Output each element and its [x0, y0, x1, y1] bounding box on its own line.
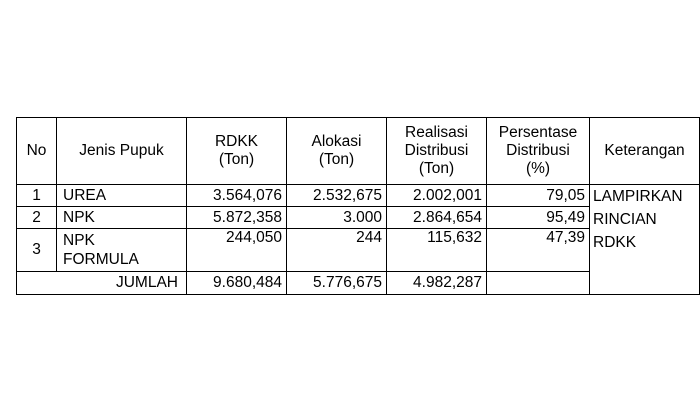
header-rdkk-line: (Ton): [218, 151, 255, 168]
total-rdkk: 9.680,484: [187, 272, 287, 295]
cell-alokasi: 2.532,675: [287, 185, 387, 207]
header-persentase-line: Distribusi: [506, 142, 570, 159]
cell-no: 1: [17, 185, 57, 207]
cell-jenis-pupuk: NPK: [57, 207, 187, 229]
header-rdkk-line: RDKK: [214, 133, 259, 150]
cell-rdkk: 3.564,076: [187, 185, 287, 207]
cell-no: 2: [17, 207, 57, 229]
cell-realisasi: 115,632: [387, 229, 487, 272]
cell-no: 3: [17, 229, 57, 272]
cell-keterangan: [590, 185, 700, 295]
header-row: [17, 118, 700, 185]
total-persentase-empty: [487, 272, 590, 295]
header-persentase-line: Persentase: [498, 124, 578, 141]
table-row: [17, 185, 700, 207]
cell-persentase: 79,05: [487, 185, 590, 207]
header-persentase-line: (%): [525, 160, 551, 177]
keterangan-line: RINCIAN: [593, 211, 657, 228]
keterangan-line: LAMPIRKAN: [593, 188, 683, 205]
cell-rdkk: 5.872,358: [187, 207, 287, 229]
header-persentase: [487, 118, 590, 185]
header-realisasi-line: Realisasi: [405, 124, 468, 141]
cell-jenis-pupuk: [57, 229, 187, 272]
fertilizer-distribution-table: [16, 117, 700, 295]
cell-alokasi: 3.000: [287, 207, 387, 229]
jenis-line: NPK: [63, 232, 95, 249]
total-alokasi: 5.776,675: [287, 272, 387, 295]
cell-persentase: 47,39: [487, 229, 590, 272]
header-keterangan: Keterangan: [590, 118, 700, 185]
total-realisasi: 4.982,287: [387, 272, 487, 295]
cell-jenis-pupuk: UREA: [57, 185, 187, 207]
jenis-line: FORMULA: [63, 251, 139, 268]
header-rdkk: [187, 118, 287, 185]
header-no: No: [17, 118, 57, 185]
header-realisasi-line: Distribusi: [404, 142, 469, 159]
header-realisasi: [387, 118, 487, 185]
total-label: JUMLAH: [17, 272, 187, 295]
cell-realisasi: 2.002,001: [387, 185, 487, 207]
header-alokasi-line: (Ton): [318, 151, 355, 168]
cell-realisasi: 2.864,654: [387, 207, 487, 229]
cell-alokasi: 244: [287, 229, 387, 272]
header-jenis-pupuk: Jenis Pupuk: [57, 118, 187, 185]
header-realisasi-line: (Ton): [418, 160, 455, 177]
cell-persentase: 95,49: [487, 207, 590, 229]
keterangan-line: RDKK: [593, 234, 637, 251]
cell-rdkk: 244,050: [187, 229, 287, 272]
header-alokasi-line: Alokasi: [311, 133, 362, 150]
header-alokasi: [287, 118, 387, 185]
